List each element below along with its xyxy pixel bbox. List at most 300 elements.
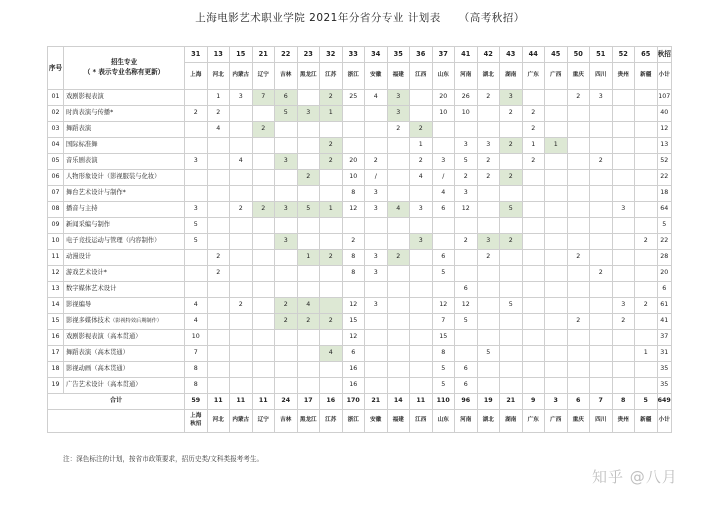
plan-cell	[230, 362, 253, 378]
plan-cell	[477, 202, 500, 218]
row-total: 22	[657, 234, 672, 250]
plan-cell	[230, 250, 253, 266]
plan-cell	[185, 266, 208, 282]
plan-cell	[252, 234, 275, 250]
plan-cell	[185, 250, 208, 266]
plan-cell: 3	[590, 90, 613, 106]
plan-cell	[207, 234, 230, 250]
row-major-name	[64, 202, 185, 218]
plan-cell	[410, 218, 433, 234]
plan-cell	[185, 122, 208, 138]
table-row	[48, 378, 672, 394]
plan-cell: 4	[432, 186, 455, 202]
plan-cell	[230, 218, 253, 234]
province-name: 新疆	[635, 63, 658, 90]
major-name-text: 时尚表演与传播*	[66, 109, 114, 117]
plan-cell: 4	[320, 346, 343, 362]
plan-cell	[252, 170, 275, 186]
plan-cell	[545, 362, 568, 378]
major-header-title: 招生专业	[110, 58, 138, 67]
plan-cell	[500, 378, 523, 394]
plan-table	[47, 46, 672, 433]
plan-cell	[522, 250, 545, 266]
plan-cell	[477, 266, 500, 282]
plan-cell	[207, 282, 230, 298]
plan-cell: 2	[477, 90, 500, 106]
plan-cell: 4	[297, 298, 320, 314]
plan-cell: 20	[342, 154, 365, 170]
title-tag: （高考秋招）	[458, 12, 525, 24]
plan-cell	[477, 298, 500, 314]
plan-cell	[455, 346, 478, 362]
footer-province: 江西	[410, 410, 433, 433]
plan-cell: 1	[522, 138, 545, 154]
row-total: 20	[657, 266, 672, 282]
plan-cell	[522, 298, 545, 314]
plan-cell: 2	[500, 234, 523, 250]
plan-cell	[387, 218, 410, 234]
plan-cell	[297, 378, 320, 394]
row-total: 6	[657, 282, 672, 298]
plan-cell: 4	[230, 154, 253, 170]
table-row	[48, 202, 672, 218]
plan-cell	[275, 218, 298, 234]
plan-cell	[207, 218, 230, 234]
footer-province: 河南	[455, 410, 478, 433]
footer-province: 四川	[590, 410, 613, 433]
plan-cell: 8	[432, 346, 455, 362]
plan-cell	[635, 378, 658, 394]
province-name: 广西	[545, 63, 568, 90]
row-total: 13	[657, 138, 672, 154]
row-seq: 08	[48, 202, 64, 218]
plan-cell	[635, 282, 658, 298]
plan-cell	[207, 138, 230, 154]
plan-cell: 3	[185, 154, 208, 170]
plan-cell	[612, 218, 635, 234]
total-header: 秋招	[657, 47, 672, 63]
plan-cell: 16	[342, 362, 365, 378]
plan-cell	[635, 330, 658, 346]
plan-cell	[297, 138, 320, 154]
plan-cell	[207, 186, 230, 202]
table-row	[48, 154, 672, 170]
plan-cell	[545, 202, 568, 218]
row-seq: 17	[48, 346, 64, 362]
plan-cell	[500, 314, 523, 330]
province-name: 福建	[387, 63, 410, 90]
plan-cell	[275, 282, 298, 298]
plan-cell	[320, 282, 343, 298]
plan-cell: 3	[500, 90, 523, 106]
province-code: 23	[297, 47, 320, 63]
plan-cell	[635, 202, 658, 218]
plan-cell	[297, 330, 320, 346]
plan-cell	[297, 266, 320, 282]
plan-cell	[522, 186, 545, 202]
plan-cell	[567, 186, 590, 202]
plan-cell	[432, 234, 455, 250]
table-row	[48, 330, 672, 346]
major-name-text: 动漫设计	[66, 253, 92, 261]
total-cell: 170	[342, 394, 365, 410]
plan-cell	[522, 218, 545, 234]
plan-cell	[545, 154, 568, 170]
plan-cell	[207, 154, 230, 170]
total-row	[48, 394, 672, 410]
plan-cell: 5	[455, 154, 478, 170]
plan-cell	[230, 266, 253, 282]
plan-cell	[567, 282, 590, 298]
plan-cell	[612, 346, 635, 362]
plan-cell	[522, 346, 545, 362]
plan-cell	[410, 346, 433, 362]
footer-province: 贵州	[612, 410, 635, 433]
plan-cell	[500, 154, 523, 170]
plan-cell	[567, 346, 590, 362]
plan-cell: 7	[432, 314, 455, 330]
plan-cell	[387, 378, 410, 394]
plan-cell	[365, 138, 388, 154]
row-seq: 10	[48, 234, 64, 250]
row-seq: 04	[48, 138, 64, 154]
plan-cell	[590, 122, 613, 138]
plan-cell	[500, 266, 523, 282]
plan-cell	[590, 202, 613, 218]
row-total: 22	[657, 170, 672, 186]
row-seq: 03	[48, 122, 64, 138]
plan-cell	[342, 122, 365, 138]
plan-cell	[297, 186, 320, 202]
province-code: 13	[207, 47, 230, 63]
province-name: 江西	[410, 63, 433, 90]
plan-cell: 5	[432, 266, 455, 282]
plan-cell: 2	[410, 154, 433, 170]
plan-cell: 2	[455, 234, 478, 250]
plan-cell	[500, 362, 523, 378]
footer-province: 上海秋招	[185, 410, 208, 433]
plan-cell: 4	[365, 90, 388, 106]
footer-subtotal: 小计	[657, 410, 672, 433]
footer-blank	[48, 410, 185, 433]
row-major-name	[64, 346, 185, 362]
plan-cell	[567, 202, 590, 218]
plan-cell: 3	[275, 234, 298, 250]
row-total: 64	[657, 202, 672, 218]
plan-cell	[387, 314, 410, 330]
plan-cell	[365, 218, 388, 234]
plan-cell: 3	[297, 106, 320, 122]
row-seq: 05	[48, 154, 64, 170]
province-code: 42	[477, 47, 500, 63]
row-total: 35	[657, 378, 672, 394]
plan-cell	[207, 330, 230, 346]
plan-cell	[455, 122, 478, 138]
table-row	[48, 250, 672, 266]
row-major-name	[64, 362, 185, 378]
plan-cell	[545, 106, 568, 122]
plan-cell	[185, 138, 208, 154]
plan-cell	[387, 346, 410, 362]
province-name: 安徽	[365, 63, 388, 90]
plan-cell: 12	[342, 202, 365, 218]
plan-cell	[635, 186, 658, 202]
plan-cell	[275, 362, 298, 378]
plan-cell	[365, 282, 388, 298]
plan-cell	[635, 250, 658, 266]
plan-cell	[477, 362, 500, 378]
plan-cell: 10	[185, 330, 208, 346]
plan-cell: 2	[500, 138, 523, 154]
plan-cell: 1	[320, 202, 343, 218]
plan-cell	[365, 330, 388, 346]
plan-cell	[590, 170, 613, 186]
plan-cell	[635, 362, 658, 378]
plan-cell: 3	[612, 202, 635, 218]
plan-cell: 15	[342, 314, 365, 330]
plan-cell: 5	[297, 202, 320, 218]
plan-cell	[477, 314, 500, 330]
plan-cell: 12	[455, 298, 478, 314]
row-total: 107	[657, 90, 672, 106]
plan-cell	[410, 314, 433, 330]
plan-cell: 2	[387, 250, 410, 266]
plan-cell	[230, 330, 253, 346]
footer-province: 湖北	[477, 410, 500, 433]
plan-cell: 26	[455, 90, 478, 106]
plan-cell	[635, 154, 658, 170]
plan-cell	[207, 298, 230, 314]
row-seq: 11	[48, 250, 64, 266]
plan-cell	[365, 106, 388, 122]
row-total: 18	[657, 186, 672, 202]
plan-cell: 2	[522, 154, 545, 170]
total-cell: 17	[297, 394, 320, 410]
total-label: 合计	[48, 394, 185, 410]
plan-cell	[410, 362, 433, 378]
plan-cell	[320, 186, 343, 202]
plan-cell: 3	[432, 154, 455, 170]
total-cell: 110	[432, 394, 455, 410]
row-major-name	[64, 122, 185, 138]
plan-cell	[545, 90, 568, 106]
plan-cell	[230, 346, 253, 362]
plan-cell	[635, 122, 658, 138]
row-major-name	[64, 186, 185, 202]
page-title	[0, 10, 720, 25]
plan-cell	[477, 218, 500, 234]
plan-cell: 10	[342, 170, 365, 186]
plan-cell: 1	[297, 250, 320, 266]
plan-cell	[207, 362, 230, 378]
plan-cell	[635, 170, 658, 186]
plan-cell	[320, 234, 343, 250]
plan-cell	[522, 378, 545, 394]
row-major-name	[64, 218, 185, 234]
province-code: 52	[612, 47, 635, 63]
plan-cell: 4	[207, 122, 230, 138]
province-code: 34	[365, 47, 388, 63]
province-name: 湖北	[477, 63, 500, 90]
plan-cell: 2	[207, 250, 230, 266]
row-major-name	[64, 266, 185, 282]
plan-cell: 3	[365, 186, 388, 202]
plan-cell	[410, 106, 433, 122]
footer-province: 福建	[387, 410, 410, 433]
plan-cell	[230, 170, 253, 186]
major-name-text: 电子竞技运动与管理（内容制作）	[66, 237, 161, 245]
row-seq: 02	[48, 106, 64, 122]
row-seq: 14	[48, 298, 64, 314]
plan-cell: 2	[477, 250, 500, 266]
plan-cell: 2	[590, 266, 613, 282]
plan-cell	[275, 250, 298, 266]
major-name-text: 戏剧影视表演（高本贯通）	[66, 333, 142, 341]
province-name: 四川	[590, 63, 613, 90]
major-name-text: 数字媒体艺术设计	[66, 285, 117, 293]
plan-cell	[477, 378, 500, 394]
province-name: 吉林	[275, 63, 298, 90]
plan-cell	[612, 266, 635, 282]
plan-cell: 2	[320, 250, 343, 266]
footer-province: 辽宁	[252, 410, 275, 433]
total-cell: 7	[590, 394, 613, 410]
plan-cell	[297, 90, 320, 106]
province-name: 重庆	[567, 63, 590, 90]
major-name-note: （影视特效后期制作）	[110, 318, 162, 325]
plan-cell: 10	[455, 106, 478, 122]
major-name-text: 播音与主持	[66, 205, 98, 213]
row-seq: 12	[48, 266, 64, 282]
plan-cell	[500, 346, 523, 362]
row-major-name	[64, 138, 185, 154]
province-code: 32	[320, 47, 343, 63]
plan-cell	[590, 362, 613, 378]
plan-cell	[207, 314, 230, 330]
plan-cell: 2	[320, 154, 343, 170]
plan-cell	[252, 378, 275, 394]
plan-cell: 5	[185, 234, 208, 250]
total-cell: 11	[410, 394, 433, 410]
plan-cell: 3	[410, 202, 433, 218]
plan-cell	[522, 282, 545, 298]
plan-cell: 3	[410, 234, 433, 250]
plan-cell	[522, 330, 545, 346]
row-major-name	[64, 106, 185, 122]
row-major-name	[64, 154, 185, 170]
plan-cell: 8	[185, 362, 208, 378]
plan-cell	[567, 154, 590, 170]
plan-cell: 5	[185, 218, 208, 234]
plan-cell	[185, 170, 208, 186]
plan-table-body	[48, 47, 672, 433]
major-name-text: 新闻采编与制作	[66, 221, 111, 229]
plan-cell: 4	[387, 202, 410, 218]
plan-cell: 2	[185, 106, 208, 122]
row-total: 12	[657, 122, 672, 138]
total-cell: 6	[567, 394, 590, 410]
plan-cell	[387, 330, 410, 346]
plan-cell	[500, 282, 523, 298]
plan-cell: 7	[252, 90, 275, 106]
province-name: 辽宁	[252, 63, 275, 90]
table-row	[48, 298, 672, 314]
plan-cell	[612, 122, 635, 138]
plan-cell	[387, 234, 410, 250]
plan-cell: 3	[455, 186, 478, 202]
footer-province-row	[48, 410, 672, 433]
plan-cell	[522, 90, 545, 106]
plan-cell: 1	[545, 138, 568, 154]
plan-cell	[342, 282, 365, 298]
plan-cell: 6	[455, 282, 478, 298]
plan-cell	[275, 330, 298, 346]
plan-cell	[320, 298, 343, 314]
plan-cell	[320, 362, 343, 378]
subtotal-header: 小计	[657, 63, 672, 90]
plan-cell	[567, 362, 590, 378]
plan-cell	[230, 186, 253, 202]
plan-cell	[320, 170, 343, 186]
plan-cell	[567, 138, 590, 154]
plan-cell	[230, 282, 253, 298]
province-code: 36	[410, 47, 433, 63]
plan-cell	[455, 330, 478, 346]
row-total: 61	[657, 298, 672, 314]
plan-cell: 3	[185, 202, 208, 218]
plan-cell	[545, 122, 568, 138]
plan-cell	[185, 282, 208, 298]
plan-cell	[590, 250, 613, 266]
plan-cell	[275, 138, 298, 154]
table-row	[48, 90, 672, 106]
row-seq: 09	[48, 218, 64, 234]
major-name-text: 舞蹈表演（高本贯通）	[66, 349, 129, 357]
row-major-name	[64, 282, 185, 298]
table-row	[48, 218, 672, 234]
plan-cell	[612, 282, 635, 298]
plan-cell	[545, 170, 568, 186]
plan-cell	[185, 186, 208, 202]
plan-cell	[590, 106, 613, 122]
plan-cell: 6	[432, 202, 455, 218]
plan-cell	[365, 346, 388, 362]
total-cell: 11	[230, 394, 253, 410]
plan-cell	[387, 138, 410, 154]
plan-cell	[590, 138, 613, 154]
plan-cell: 3	[230, 90, 253, 106]
plan-cell	[365, 314, 388, 330]
table-row	[48, 266, 672, 282]
total-cell: 19	[477, 394, 500, 410]
plan-cell: /	[365, 170, 388, 186]
plan-cell	[252, 138, 275, 154]
plan-cell	[387, 266, 410, 282]
row-total: 31	[657, 346, 672, 362]
plan-cell	[612, 378, 635, 394]
province-code: 45	[545, 47, 568, 63]
plan-cell	[477, 330, 500, 346]
plan-cell	[387, 362, 410, 378]
plan-cell	[590, 234, 613, 250]
plan-cell	[635, 266, 658, 282]
plan-cell	[567, 298, 590, 314]
plan-cell: 2	[252, 202, 275, 218]
row-total: 52	[657, 154, 672, 170]
plan-cell	[612, 250, 635, 266]
plan-cell	[297, 122, 320, 138]
plan-cell	[387, 282, 410, 298]
